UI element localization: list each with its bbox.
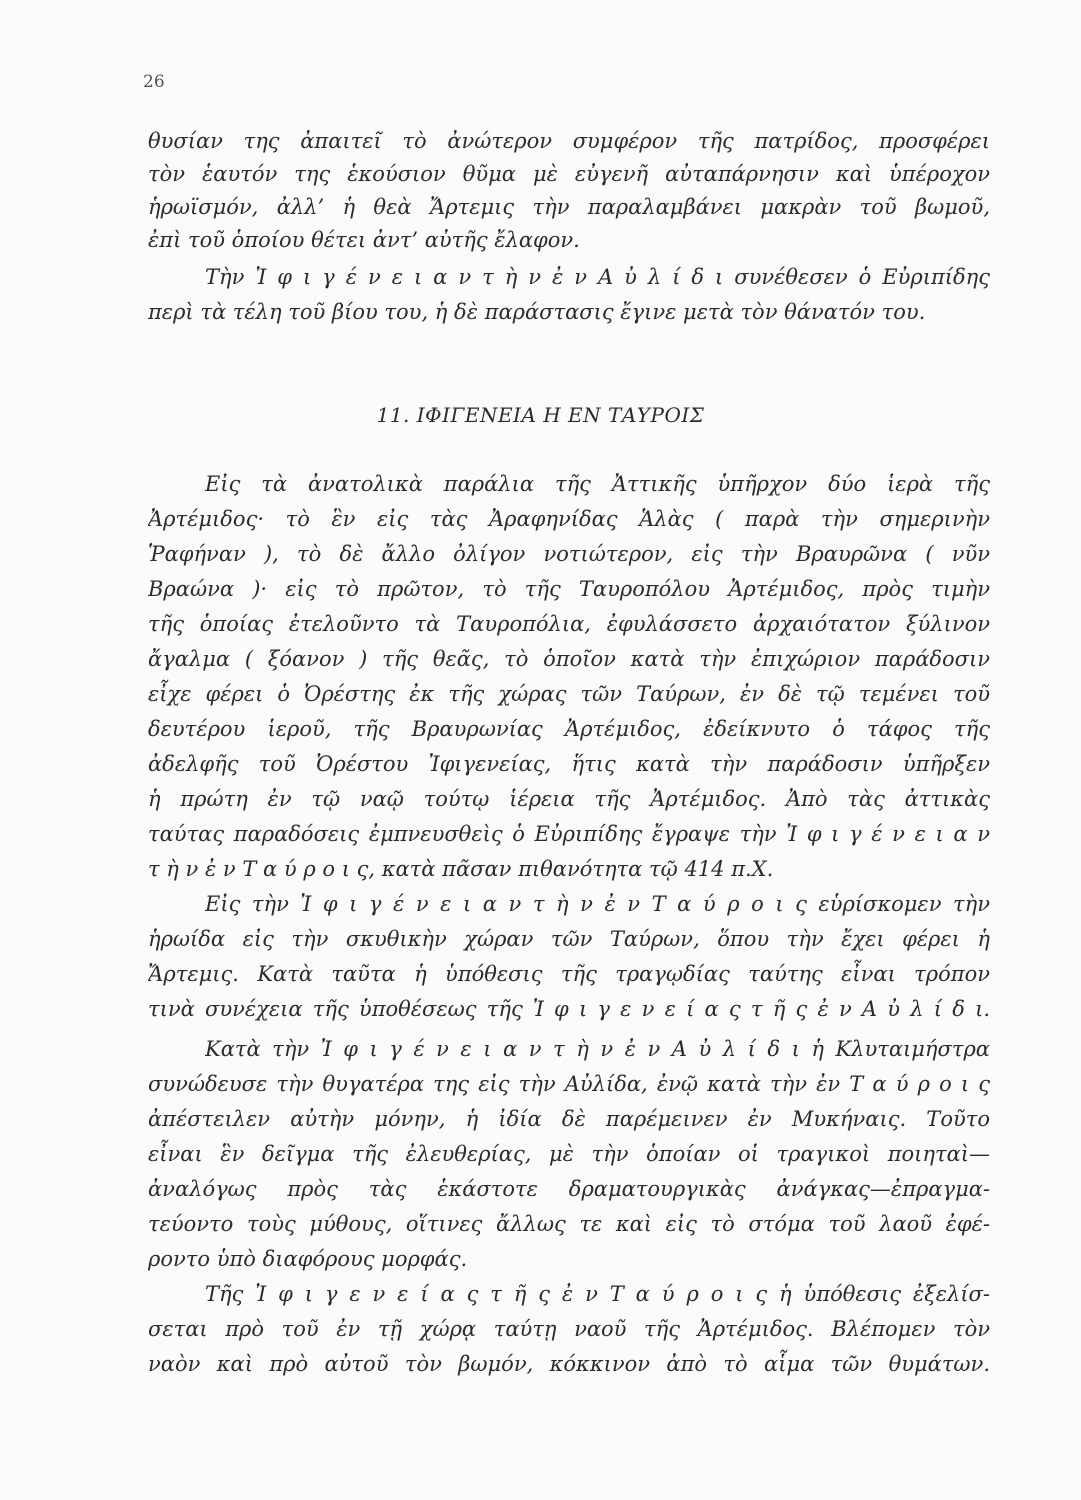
text-line: ροντο ὑπὸ διαφόρους μορφάς. bbox=[148, 1247, 468, 1271]
text-line: Ῥαφήναν ), τὸ δὲ ἄλλο ὀλίγον νοτιώτερον, εἰς τὴν Βραυρῶνα ( νῦν bbox=[148, 542, 990, 566]
page-number: 26 bbox=[143, 72, 165, 92]
text-line: τινὰ συνέχεια τῆς ὑποθέσεως τῆς Ἰ φ ι γ ε ν ε ί α ς τ ῆ ς ἐ ν Α ὐ λ ί δ ι. bbox=[148, 997, 990, 1021]
text-line: θυσίαν της ἀπαιτεῖ τὸ ἀνώτερον συμφέρον τῆς πατρίδος, προσφέρει bbox=[148, 129, 990, 153]
text-line: Ἀρτέμιδος· τὸ ἓν εἰς τὰς Ἀραφηνίδας Ἁλὰς ( παρὰ τὴν σημερινὴν bbox=[148, 507, 990, 531]
text-line: περὶ τὰ τέλη τοῦ βίου του, ἡ δὲ παράστασις ἔγινε μετὰ τὸν θάνατόν του. bbox=[148, 300, 926, 324]
text-line: ἡρωίδα εἰς τὴν σκυθικὴν χώραν τῶν Ταύρων, ὅπου τὴν ἔχει φέρει ἡ bbox=[148, 927, 990, 951]
text-line: Βραώνα )· εἰς τὸ πρῶτον, τὸ τῆς Ταυροπόλου Ἀρτέμιδος, πρὸς τιμὴν bbox=[148, 577, 990, 601]
text-line: ἀναλόγως πρὸς τὰς ἑκάστοτε δραματουργικὰς ἀνάγκας—ἐπραγμα- bbox=[148, 1177, 990, 1201]
text-line: ναὸν καὶ πρὸ αὐτοῦ τὸν βωμόν, κόκκινον ἀπὸ τὸ αἷμα τῶν θυμάτων. bbox=[148, 1352, 990, 1376]
text-line: Εἰς τὴν Ἰ φ ι γ έ ν ε ι α ν τ ὴ ν ἐ ν Τ α ύ ρ ο ι ς εὑρίσκομεν τὴν bbox=[205, 892, 990, 916]
text-line: εἶναι ἓν δεῖγμα τῆς ἐλευθερίας, μὲ τὴν ὁποίαν οἱ τραγικοὶ ποιηταὶ— bbox=[148, 1142, 990, 1166]
text-line: ἡρωϊσμόν, ἀλλ’ ἡ θεὰ Ἄρτεμις τὴν παραλαμβάνει μακρὰν τοῦ βωμοῦ, bbox=[148, 195, 990, 219]
text-line: δευτέρου ἱεροῦ, τῆς Βραυρωνίας Ἀρτέμιδος, ἐδείκνυτο ὁ τάφος τῆς bbox=[148, 717, 990, 741]
text-line: τ ὴ ν ἐ ν Τ α ύ ρ ο ι ς, κατὰ πᾶσαν πιθανότητα τῷ 414 π.Χ. bbox=[148, 857, 774, 881]
text-line: τῆς ὁποίας ἐτελοῦντο τὰ Ταυροπόλια, ἐφυλάσσετο ἀρχαιότατον ξύλινον bbox=[148, 612, 990, 636]
section-heading: 11. ΙΦΙΓΕΝΕΙΑ Η ΕΝ ΤΑΥΡΟΙΣ bbox=[376, 403, 705, 427]
text-line: Ἄρτεμις. Κατὰ ταῦτα ἡ ὑπόθεσις τῆς τραγῳδίας ταύτης εἶναι τρόπον bbox=[148, 962, 990, 986]
text-line: ἀπέστειλεν αὐτὴν μόνην, ἡ ἰδία δὲ παρέμεινεν ἐν Μυκήναις. Τοῦτο bbox=[148, 1107, 990, 1131]
text-line: Τὴν Ἰ φ ι γ έ ν ε ι α ν τ ὴ ν ἐ ν Α ὐ λ ί δ ι συνέθεσεν ὁ Εὐριπίδης bbox=[205, 265, 990, 289]
text-line: ταύτας παραδόσεις ἐμπνευσθεὶς ὁ Εὐριπίδης ἔγραψε τὴν Ἰ φ ι γ έ ν ε ι α ν bbox=[148, 822, 990, 846]
text-line: ἄγαλμα ( ξόανον ) τῆς θεᾶς, τὸ ὁποῖον κατὰ τὴν ἐπιχώριον παράδοσιν bbox=[148, 647, 990, 671]
text-line: ἀδελφῆς τοῦ Ὀρέστου Ἰφιγενείας, ἥτις κατὰ τὴν παράδοσιν ὑπῆρξεν bbox=[148, 752, 990, 776]
text-line: σεται πρὸ τοῦ ἐν τῇ χώρᾳ ταύτῃ ναοῦ τῆς Ἀρτέμιδος. Βλέπομεν τὸν bbox=[148, 1317, 990, 1341]
text-line: Κατὰ τὴν Ἰ φ ι γ έ ν ε ι α ν τ ὴ ν ἐ ν Α ὐ λ ί δ ι ἡ Κλυταιμήστρα bbox=[205, 1037, 990, 1061]
text-line: ἐπὶ τοῦ ὁποίου θέτει ἀντ’ αὐτῆς ἔλαφον. bbox=[148, 228, 580, 252]
text-line: τεύοντο τοὺς μύθους, οἵτινες ἄλλως τε καὶ εἰς τὸ στόμα τοῦ λαοῦ ἐφέ- bbox=[148, 1212, 990, 1236]
text-line: Εἰς τὰ ἀνατολικὰ παράλια τῆς Ἀττικῆς ὑπῆρχον δύο ἱερὰ τῆς bbox=[205, 472, 990, 496]
text-line: εἶχε φέρει ὁ Ὀρέστης ἐκ τῆς χώρας τῶν Ταύρων, ἐν δὲ τῷ τεμένει τοῦ bbox=[148, 682, 990, 706]
text-line: τὸν ἑαυτόν της ἑκούσιον θῦμα μὲ εὐγενῆ αὐταπάρνησιν καὶ ὑπέροχον bbox=[148, 162, 990, 186]
text-line: Τῆς Ἰ φ ι γ ε ν ε ί α ς τ ῆ ς ἐ ν Τ α ύ ρ ο ι ς ἡ ὑπόθεσις ἐξελίσ- bbox=[205, 1282, 990, 1306]
text-line: συνώδευσε τὴν θυγατέρα της εἰς τὴν Αὐλίδα, ἐνῷ κατὰ τὴν ἐν Τ α ύ ρ ο ι ς bbox=[148, 1072, 990, 1096]
text-line: ἡ πρώτη ἐν τῷ ναῷ τούτῳ ἱέρεια τῆς Ἀρτέμιδος. Ἀπὸ τὰς ἀττικὰς bbox=[148, 787, 990, 811]
